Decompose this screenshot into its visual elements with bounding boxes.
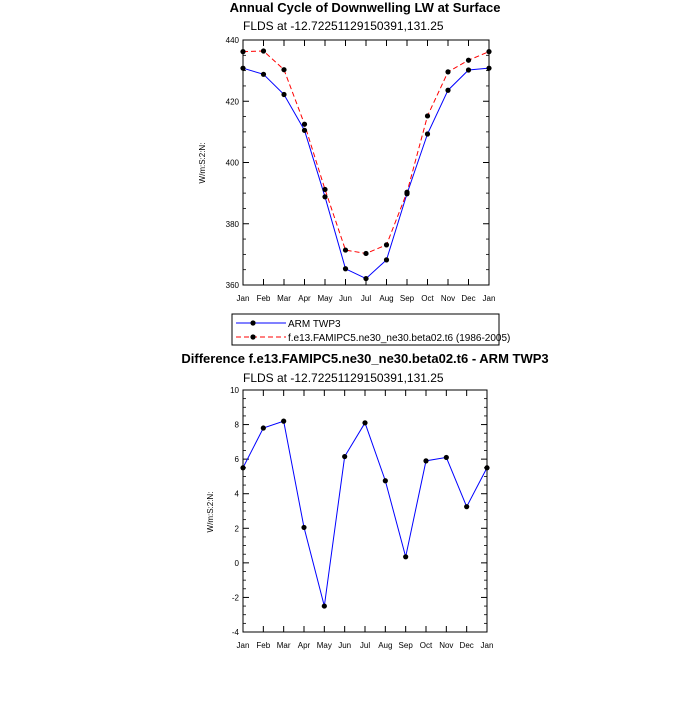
chart1-series-1-point [343, 247, 348, 252]
chart1-series-0-point [281, 92, 286, 97]
chart1-series-1-point [466, 58, 471, 63]
legend-marker-model [250, 334, 255, 339]
chart2-frame [243, 390, 487, 632]
chart2-ylabel: W/m:S:2:N: [206, 491, 215, 533]
chart2-subtitle: FLDS at -12.72251129150391,131.25 [243, 371, 444, 385]
chart2-xtick-label: Apr [297, 641, 311, 650]
chart2-xtick-label: Jul [359, 641, 371, 650]
chart1-xtick-label: Oct [421, 294, 434, 303]
chart1-series-1-point [363, 251, 368, 256]
chart1-series-1-point [384, 242, 389, 247]
chart1-ytick-label: 440 [225, 36, 239, 45]
chart2-ytick-label: 4 [234, 489, 239, 499]
chart1-xtick-label: Feb [256, 294, 271, 303]
chart1-xtick-label: Jan [482, 294, 496, 303]
chart2-xtick-label: Mar [276, 641, 291, 650]
chart1-xtick-label: Dec [461, 294, 476, 303]
chart2-xtick-label: Nov [439, 641, 454, 650]
chart2-xtick-label: Aug [378, 641, 393, 650]
chart1-xtick-label: Mar [277, 294, 291, 303]
chart2-ytick-label: 2 [234, 524, 239, 534]
chart2-series-0-point [342, 454, 347, 459]
chart1-series-line-0 [243, 68, 489, 278]
chart2-xtick-label: Feb [256, 641, 271, 650]
chart2-series-0-point [444, 455, 449, 460]
chart2-ytick-label: -2 [231, 593, 239, 603]
chart2-xtick-label: Oct [419, 641, 433, 650]
chart1-xtick-label: Sep [399, 294, 415, 303]
legend-label-arm: ARM TWP3 [288, 319, 341, 330]
chart1-series-0-point [302, 128, 307, 133]
chart1-series-0-point [261, 72, 266, 77]
legend-label-model: f.e13.FAMIPC5.ne30_ne30.beta02.t6 (1986-2005) [288, 333, 511, 344]
chart2-ytick-label: 8 [234, 420, 239, 430]
chart1-xtick-label: Jan [236, 294, 250, 303]
chart1-xtick-label: Nov [440, 294, 456, 303]
chart2-series-0-point [403, 554, 408, 559]
chart1-plot [240, 48, 491, 281]
chart1-series-0-point [445, 88, 450, 93]
chart1-legend [232, 314, 510, 345]
chart1-series-1-point [261, 48, 266, 53]
chart2-xtick-label: Jun [338, 641, 352, 650]
chart1-series-1-point [404, 190, 409, 195]
chart2-ytick-label: 6 [234, 455, 239, 465]
chart1-series-0-point [363, 276, 368, 281]
chart2-series-0-point [261, 425, 266, 430]
chart1-xtick-label: Jul [360, 294, 372, 303]
chart1-series-0-point [466, 67, 471, 72]
chart2-series-0-point [301, 525, 306, 530]
chart1-series-1-point [240, 49, 245, 54]
chart1-series-1-point [425, 113, 430, 118]
legend-marker-arm [250, 320, 255, 325]
chart1-series-1-point [322, 187, 327, 192]
chart2-series-0-point [484, 465, 489, 470]
chart1-xtick-label: Aug [379, 294, 394, 303]
chart1-ytick-label: 380 [225, 219, 239, 229]
chart2-series-0-point [464, 504, 469, 509]
chart1-ytick-label: 400 [225, 158, 239, 168]
chart1-ytick-label: 360 [225, 281, 239, 290]
chart2-ytick-label: -4 [231, 628, 239, 637]
chart1-ylabel: W/m:S:2:N: [198, 142, 207, 184]
chart1-series-0-point [425, 131, 430, 136]
chart1-series-line-1 [243, 51, 489, 253]
chart2-series-0-point [240, 465, 245, 470]
chart1-xtick-label: May [317, 294, 333, 303]
chart1-xtick-label: Apr [298, 294, 311, 303]
chart1-frame [243, 40, 489, 285]
chart1-series-1-point [302, 122, 307, 127]
chart2-series-0-point [322, 603, 327, 608]
chart2-series-0-point [362, 420, 367, 425]
chart1-series-1-point [486, 49, 491, 54]
chart2-xtick-label: Dec [459, 641, 474, 650]
chart1-title: Annual Cycle of Downwelling LW at Surface [229, 0, 501, 15]
chart1-series-0-point [343, 266, 348, 271]
chart2-ytick-label: 0 [234, 558, 239, 568]
chart1-series-0-point [384, 257, 389, 262]
chart2-xtick-label: Jan [480, 641, 494, 650]
chart1-series-1-point [445, 69, 450, 74]
chart1-xtick-label: Jun [339, 294, 352, 303]
chart2-series-line-0 [243, 421, 487, 606]
chart1-axes [226, 36, 496, 303]
chart2-plot [240, 419, 489, 609]
chart1-series-1-point [281, 67, 286, 72]
chart2-ytick-label: 10 [230, 386, 239, 395]
chart2-xtick-label: Sep [398, 641, 413, 650]
chart2-title: Difference f.e13.FAMIPC5.ne30_ne30.beta02.t6 - ARM TWP3 [181, 351, 549, 366]
chart2-xtick-label: May [316, 641, 332, 650]
chart2-series-0-point [383, 478, 388, 483]
chart1-ytick-label: 420 [225, 97, 239, 107]
chart1-series-0-point [322, 194, 327, 199]
chart2-xtick-label: Jan [236, 641, 250, 650]
chart2-series-0-point [423, 458, 428, 463]
chart1-subtitle: FLDS at -12.72251129150391,131.25 [243, 19, 444, 33]
chart2-series-0-point [281, 419, 286, 424]
chart1-series-0-point [240, 66, 245, 71]
chart1-series-0-point [486, 66, 491, 71]
